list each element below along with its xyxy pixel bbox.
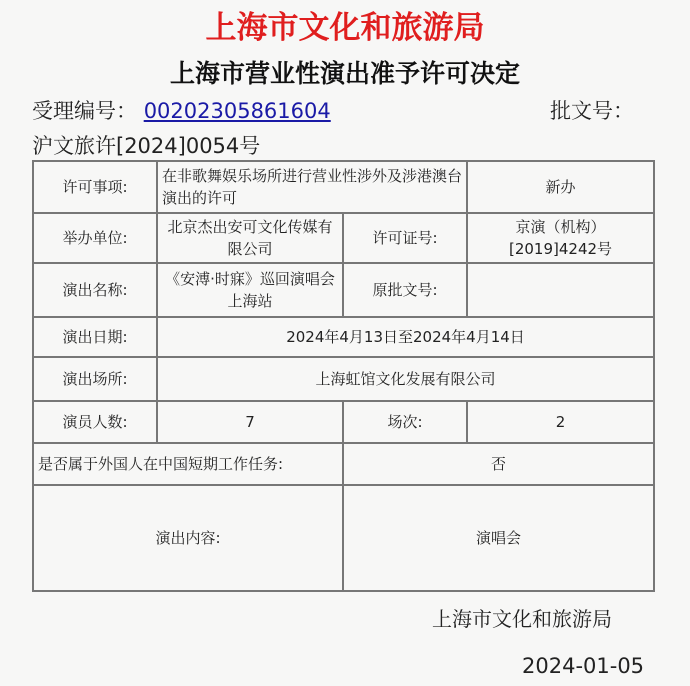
table-row <box>33 161 654 213</box>
license-label: 许可证号: <box>343 213 467 263</box>
venue-label: 演出场所: <box>33 357 157 401</box>
orig-approval-value <box>467 263 654 317</box>
orig-approval-label: 原批文号: <box>343 263 467 317</box>
foreign-label: 是否属于外国人在中国短期工作任务: <box>33 443 343 485</box>
approval-number: 沪文旅许[2024]0054号 <box>32 134 261 158</box>
item-value: 在非歌舞娱乐场所进行营业性涉外及涉港澳台演出的许可 <box>157 161 467 213</box>
table-row <box>33 263 654 317</box>
table-row <box>33 213 654 263</box>
item-label: 许可事项: <box>33 161 157 213</box>
show-label: 演出名称: <box>33 263 157 317</box>
date-label: 演出日期: <box>33 317 157 357</box>
foreign-value: 否 <box>343 443 654 485</box>
table-row <box>33 317 654 357</box>
issue-date: 2024-01-05 <box>522 654 645 678</box>
organizer-label: 举办单位: <box>33 213 157 263</box>
table-row <box>33 443 654 485</box>
signer: 上海市文化和旅游局 <box>432 607 612 631</box>
approval-label: 批文号： <box>550 99 634 123</box>
permit-table <box>32 160 655 592</box>
table-row <box>33 357 654 401</box>
receipt-number <box>32 95 331 125</box>
performers-label: 演员人数: <box>33 401 157 443</box>
receipt-label: 受理编号： <box>32 99 137 123</box>
sessions-label: 场次: <box>343 401 467 443</box>
content-label: 演出内容: <box>33 485 343 591</box>
document-title: 上海市营业性演出准予许可决定 <box>169 59 520 88</box>
table-row <box>33 485 654 591</box>
license-value: 京演（机构）[2019]4242号 <box>467 213 654 263</box>
show-value: 《安溥·时寐》巡回演唱会上海站 <box>157 263 343 317</box>
date-value: 2024年4月13日至2024年4月14日 <box>157 317 654 357</box>
receipt-number-link[interactable]: 00202305861604 <box>143 99 331 123</box>
issuing-org-heading: 上海市文化和旅游局 <box>205 10 485 46</box>
sessions-value: 2 <box>467 401 654 443</box>
performers-value: 7 <box>157 401 343 443</box>
item-type: 新办 <box>467 161 654 213</box>
venue-value: 上海虹馆文化发展有限公司 <box>157 357 654 401</box>
table-row <box>33 401 654 443</box>
organizer-value: 北京杰出安可文化传媒有限公司 <box>157 213 343 263</box>
content-value: 演唱会 <box>343 485 654 591</box>
